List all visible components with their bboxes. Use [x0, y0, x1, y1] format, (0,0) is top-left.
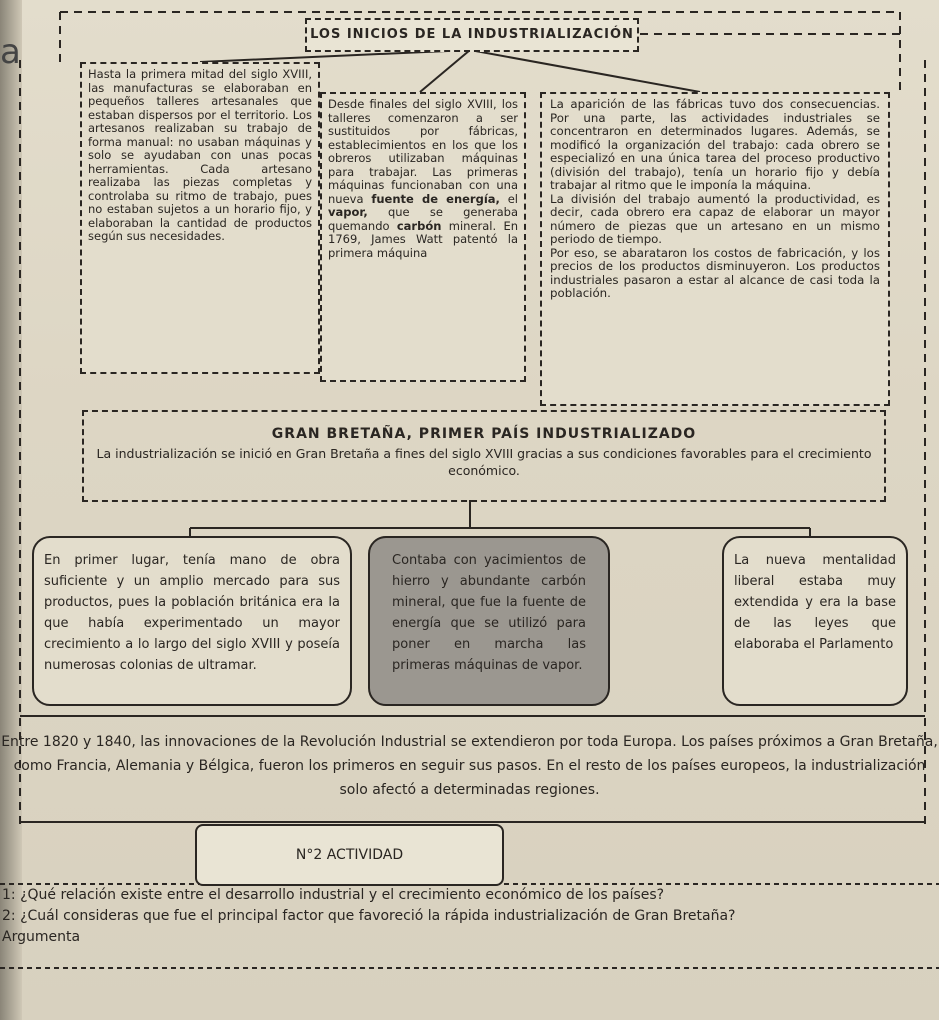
- factories-text-c: que se generaba quemando: [328, 205, 518, 233]
- consequences-paragraph-2: La división del trabajo aumentó la productividad, es decir, cada obrero era capaz de elaborar un mayor número de piezas que un artesano en un mismo periodo de tiempo.: [550, 191, 880, 246]
- consequences-paragraph-3: Por eso, se abarataron los costos de fabricación, y los precios de los productos disminuyeron. Los productos industriales pasaron a estar al alcance de casi toda la población.: [550, 245, 880, 300]
- europe-paragraph: Entre 1820 y 1840, las innovaciones de la Revolución Industrial se extendieron por toda Europa. Los países próximos a Gran Bretaña, como Francia, Alemania y Bélgica, fueron los primeros en seguir sus pasos. En el resto de los países europeos, la industrialización solo afectó a determinadas regiones.: [1, 734, 938, 798]
- factories-bold-energy: fuente de energía,: [371, 191, 500, 206]
- factories-text-b: el: [507, 191, 518, 206]
- corner-mark: a: [0, 32, 21, 72]
- factories-bold-steam: vapor,: [328, 205, 368, 219]
- great-britain-section: [82, 410, 886, 502]
- reason-liberal-mentality: La nueva mentalidad liberal estaba muy extendida y era la base de las leyes que elaboraba el Parlamento: [722, 536, 908, 706]
- question-2: 2: ¿Cuál consideras que fue el principal factor que favoreció la rápida industrialización de Gran Bretaña?: [2, 908, 736, 924]
- consequences-paragraph-1: La aparición de las fábricas tuvo dos consecuencias. Por una parte, las actividades industriales se concentraron en determinados lugares. Además, se modificó la organización del trabajo: cada obrero se especializó en una única tarea del proceso productivo (división del trabajo), tenía un horario fijo y debía trabajar al ritmo que le imponía la máquina.: [550, 97, 880, 192]
- factories-text-d: mineral. En 1769, James Watt patentó la primera máquina: [328, 218, 518, 260]
- reason-labor-market: En primer lugar, tenía mano de obra suficiente y un amplio mercado para sus productos, pues la población británica era la que había experimentado un mayor crecimiento a lo largo del siglo XVIII y poseía numerosas colonias de ultramar.: [32, 536, 352, 706]
- factories-bold-coal: carbón: [396, 218, 442, 233]
- artisan-workshops-box: Hasta la primera mitad del siglo XVIII, las manufacturas se elaboraban en pequeños talleres artesanales que estaban dispersos por el territorio. Los artesanos realizaban su trabajo de forma manual: no usaban máquinas y solo se ayudaban con unas pocas herramientas. Cada artesano realizaba las piezas completas y controlaba su ritmo de trabajo, pues no estaban sujetos a un horario fijo, y elaboraban la cantidad de productos según sus necesidades.: [80, 62, 320, 374]
- great-britain-text: La industrialización se inició en Gran Bretaña a fines del siglo XVIII gracias a sus condiciones favorables para el crecimiento económico.: [96, 446, 872, 478]
- question-1: 1: ¿Qué relación existe entre el desarrollo industrial y el crecimiento económico de los países?: [2, 887, 665, 903]
- factories-text-a: Desde finales del siglo XVIII, los talleres comenzaron a ser sustituidos por fábricas, establecimientos en los que los obreros utilizaban máquinas para trabajar. Las primeras máquinas funcionaban con una nueva: [328, 97, 518, 206]
- consequences-box: [540, 92, 890, 406]
- activity-label: N°2 ACTIVIDAD: [195, 824, 504, 886]
- page-title: LOS INICIOS DE LA INDUSTRIALIZACIÓN: [305, 18, 639, 52]
- great-britain-title: GRAN BRETAÑA, PRIMER PAÍS INDUSTRIALIZADO: [271, 426, 697, 442]
- question-argumenta: Argumenta: [2, 929, 81, 945]
- factories-box: [320, 92, 526, 382]
- reason-resources: Contaba con yacimientos de hierro y abundante carbón mineral, que fue la fuente de energía que se utilizó para poner en marcha las primeras máquinas de vapor.: [368, 536, 610, 706]
- questions-list: [0, 885, 939, 948]
